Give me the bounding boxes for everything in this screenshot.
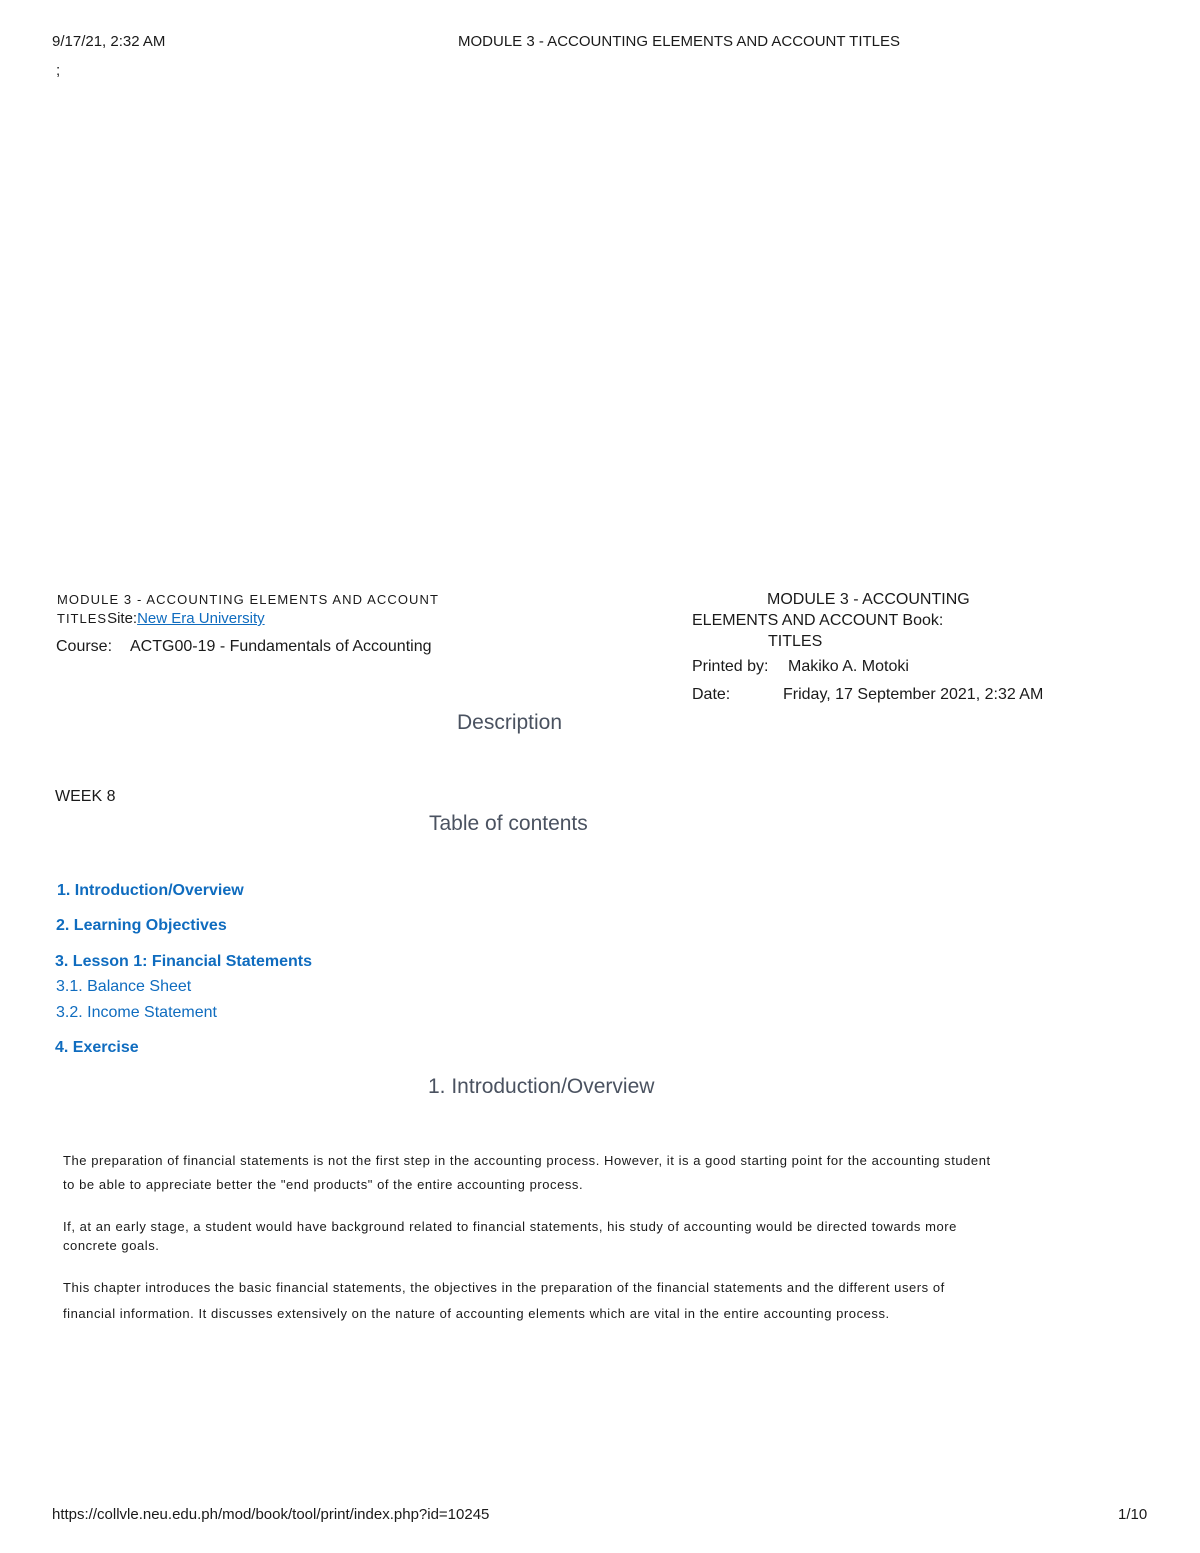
book-name-line2: ELEMENTS AND ACCOUNT Book: [692, 612, 944, 629]
site-link[interactable]: New Era University [137, 610, 265, 627]
paragraph-3-line-2: financial information. It discusses extensively on the nature of accounting elements which are vital in the entire accounting process. [63, 1306, 890, 1321]
paragraph-1-line-2: to be able to appreciate better the "end products" of the entire accounting process. [63, 1177, 584, 1192]
book-title-line1: MODULE 3 - ACCOUNTING ELEMENTS AND ACCOUNT [57, 592, 440, 607]
paragraph-2-line-1: If, at an early stage, a student would have background related to financial statements, his study of accounting would be directed towards more [63, 1219, 957, 1234]
paragraph-2-line-2: concrete goals. [63, 1238, 160, 1253]
paragraph-3-line-1: This chapter introduces the basic financial statements, the objectives in the preparation of the financial statements and the different users of [63, 1280, 945, 1295]
printed-by-value: Makiko A. Motoki [788, 658, 909, 675]
print-header-title: MODULE 3 - ACCOUNTING ELEMENTS AND ACCOUNT TITLES [458, 33, 901, 50]
description-heading: Description [457, 711, 563, 734]
toc-item-lesson-1[interactable]: 3. Lesson 1: Financial Statements [55, 953, 312, 970]
toc-item-exercise[interactable]: 4. Exercise [55, 1039, 139, 1056]
chapter-heading: 1. Introduction/Overview [428, 1075, 655, 1098]
book-name-line1: MODULE 3 - ACCOUNTING [767, 591, 970, 608]
toc-heading: Table of contents [429, 812, 588, 835]
book-name-line3: TITLES [768, 633, 823, 650]
toc-item-introduction[interactable]: 1. Introduction/Overview [57, 882, 244, 899]
print-datetime: 9/17/21, 2:32 AM [52, 33, 166, 50]
site-label: Site: [107, 610, 138, 627]
toc-item-balance-sheet[interactable]: 3.1. Balance Sheet [56, 978, 192, 995]
course-value: ACTG00-19 - Fundamentals of Accounting [130, 638, 432, 655]
print-footer-url: https://collvle.neu.edu.ph/mod/book/tool/print/index.php?id=10245 [52, 1506, 490, 1523]
paragraph-1-line-1: The preparation of financial statements is not the first step in the accounting process. However, it is a good starting point for the accounting student [63, 1153, 991, 1168]
stray-mark: ; [56, 62, 61, 79]
course-label: Course: [56, 638, 113, 655]
print-page-number: 1/10 [1118, 1506, 1148, 1523]
printed-by-label: Printed by: [692, 658, 769, 675]
toc-item-income-statement[interactable]: 3.2. Income Statement [56, 1004, 217, 1021]
date-value: Friday, 17 September 2021, 2:32 AM [783, 686, 1044, 703]
date-label: Date: [692, 686, 731, 703]
toc-item-learning-objectives[interactable]: 2. Learning Objectives [56, 917, 227, 934]
book-title-site-line [57, 610, 265, 627]
description-text: WEEK 8 [55, 788, 116, 805]
book-title-line2: TITLES [57, 611, 108, 626]
